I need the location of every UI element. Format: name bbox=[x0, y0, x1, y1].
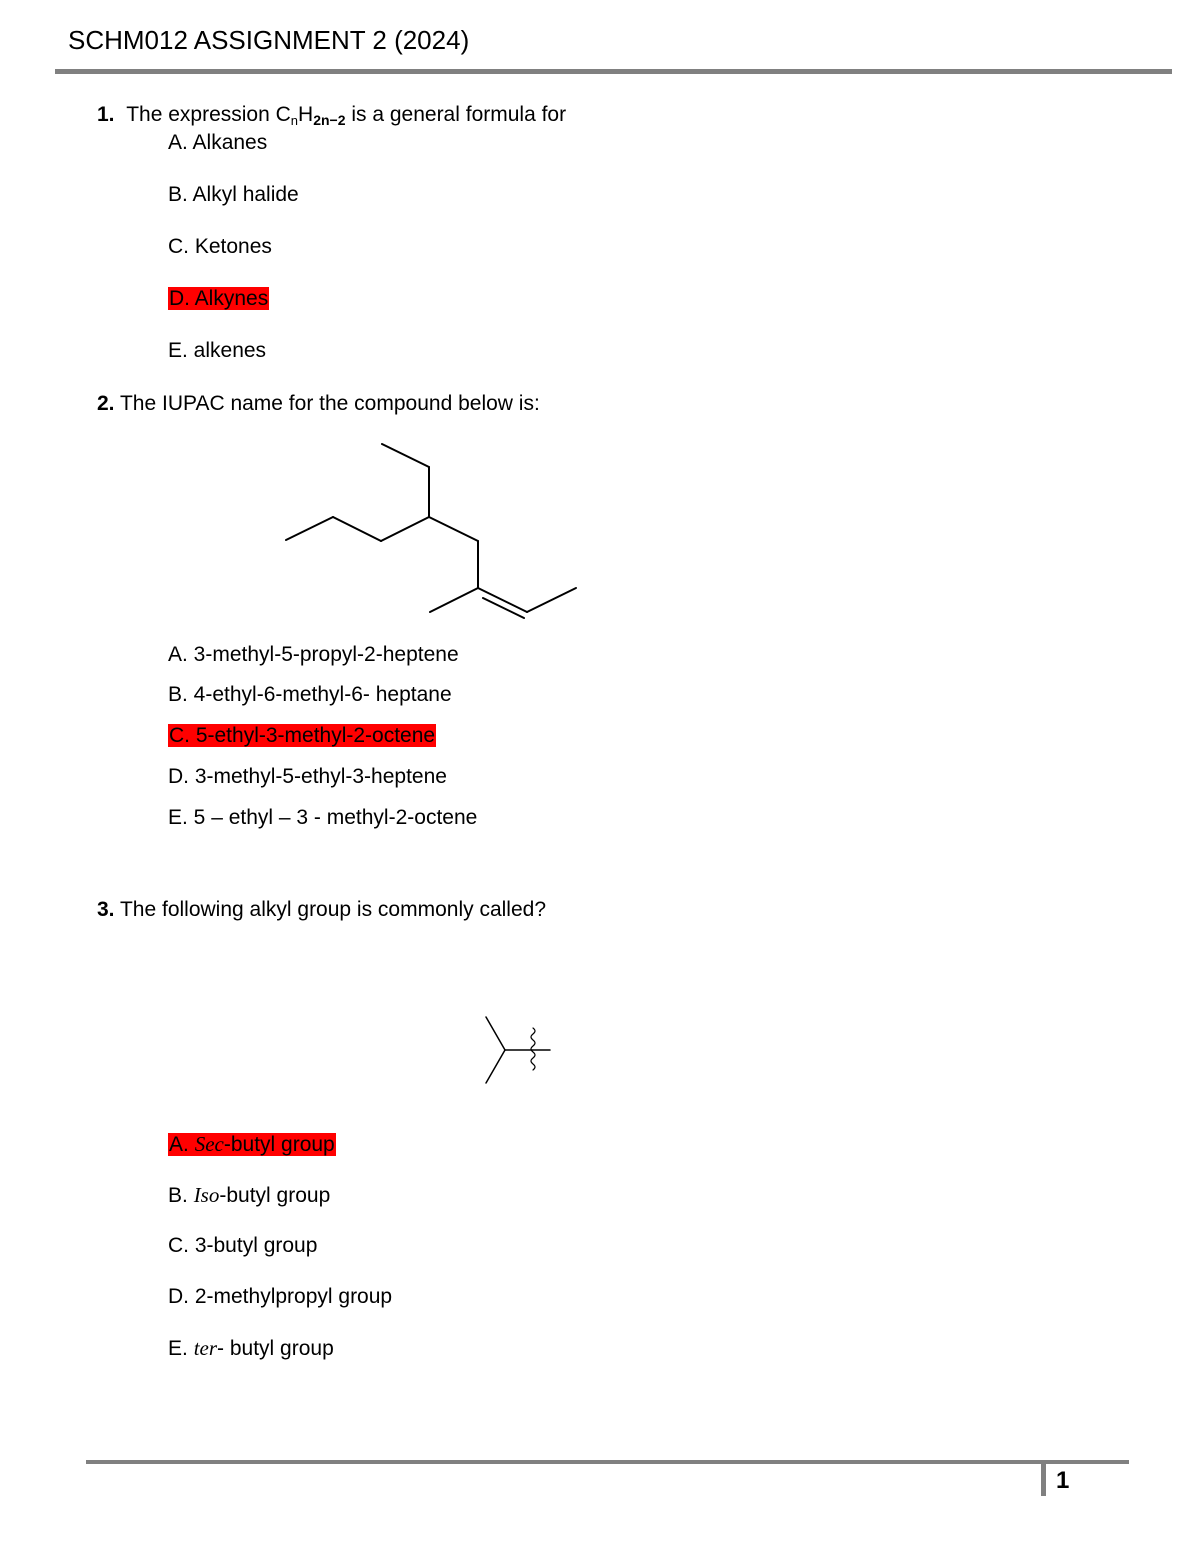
highlighted-answer: C. 5-ethyl-3-methyl-2-octene bbox=[169, 724, 436, 747]
question-2-text: The IUPAC name for the compound below is: bbox=[114, 392, 540, 415]
question-2-option-a[interactable]: A. 3-methyl-5-propyl-2-heptene bbox=[168, 643, 459, 666]
question-1-number: 1. bbox=[97, 103, 115, 126]
question-3-option-c[interactable]: C. 3-butyl group bbox=[168, 1234, 318, 1257]
question-2-option-b[interactable]: B. 4-ethyl-6-methyl-6- heptane bbox=[168, 683, 452, 706]
question-1-prompt: 1. The expression $C_nH2n-2$ is a general formula for bbox=[97, 103, 567, 128]
question-1-text-after: is a general formula for bbox=[345, 103, 567, 126]
highlighted-answer: D. Alkynes bbox=[169, 287, 269, 310]
question-3-option-d[interactable]: D. 2-methylpropyl group bbox=[168, 1285, 393, 1308]
question-3-option-b[interactable]: B. Iso-butyl group bbox=[168, 1183, 331, 1207]
question-1-option-b[interactable]: B. Alkyl halide bbox=[168, 183, 299, 206]
wavy-attachment-line bbox=[531, 1028, 535, 1070]
question-2-option-d[interactable]: D. 3-methyl-5-ethyl-3-heptene bbox=[168, 765, 447, 788]
question-3-text: The following alkyl group is commonly called? bbox=[114, 898, 546, 921]
page-number-bar bbox=[1041, 1464, 1046, 1496]
page-number: 1 bbox=[1056, 1467, 1070, 1494]
bond bbox=[486, 1017, 505, 1050]
question-1-option-e[interactable]: E. alkenes bbox=[168, 339, 267, 362]
question-2-number: 2. bbox=[97, 392, 115, 415]
question-3-option-e[interactable]: E. ter- butyl group bbox=[168, 1336, 334, 1360]
bond bbox=[486, 1050, 505, 1083]
question-1-option-a[interactable]: A. Alkanes bbox=[168, 131, 268, 154]
question-1-text-mid: H bbox=[298, 103, 314, 126]
document-title: SCHM012 ASSIGNMENT 2 (2024) bbox=[68, 25, 470, 55]
question-3-number: 3. bbox=[97, 898, 115, 921]
formula-subscript-2n-2: 2n−2 bbox=[313, 112, 346, 128]
formula-subscript-n: n bbox=[290, 113, 299, 128]
question-2-option-e[interactable]: E. 5 – ethyl – 3 - methyl-2-octene bbox=[168, 806, 478, 829]
footer-rule bbox=[86, 1460, 1129, 1464]
highlighted-answer: A. Sec-butyl group bbox=[169, 1132, 335, 1156]
question-1-option-c[interactable]: C. Ketones bbox=[168, 235, 272, 258]
question-3-option-a[interactable] bbox=[168, 1131, 336, 1158]
